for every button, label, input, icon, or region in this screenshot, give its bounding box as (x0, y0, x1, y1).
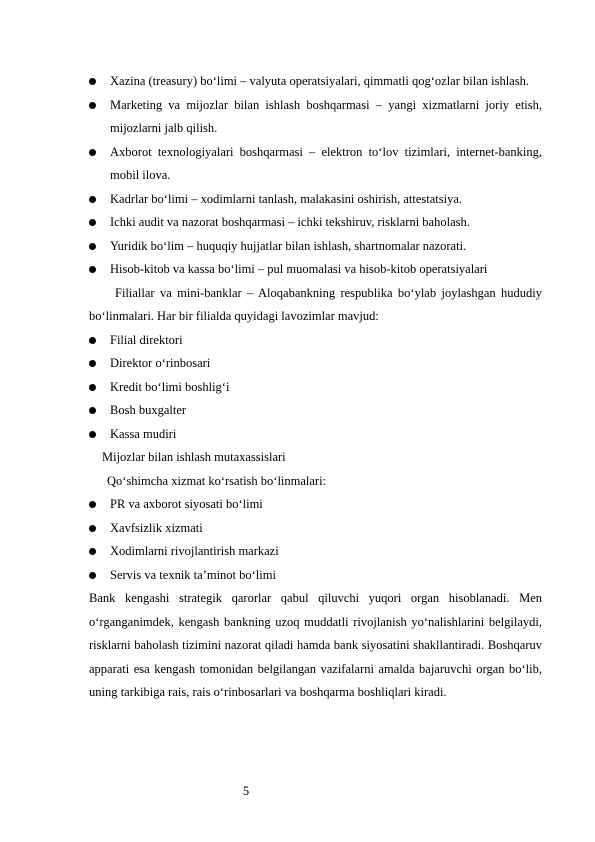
list-item-text: Xavfsizlik xizmati (110, 520, 203, 535)
bullet-icon (89, 196, 96, 203)
bullet-icon (89, 548, 96, 555)
section-heading: Qo‘shimcha xizmat ko‘rsatish bo‘linmalari: (107, 473, 327, 488)
bullet-icon (89, 525, 96, 532)
list-item-text: Servis va texnik ta’minot bo‘limi (110, 567, 276, 582)
bullet-icon (89, 337, 96, 344)
bullet-icon (89, 149, 96, 156)
list-item-text: Hisob-kitob va kassa bo‘limi – pul muomalasi va hisob-kitob operatsiyalari (110, 262, 488, 276)
list-item (89, 188, 542, 212)
list-item (89, 329, 542, 353)
bullet-icon (89, 102, 96, 109)
bullet-icon (89, 360, 96, 367)
bullet-icon (89, 572, 96, 579)
list-item-text: Yuridik bo‘lim – huquqiy hujjatlar bilan ishlash, shartnomalar nazorati. (110, 238, 467, 253)
list-item-text: PR va axborot siyosati bo‘limi (110, 497, 263, 511)
list-item-text: Kassa mudiri (110, 426, 177, 441)
list-item (89, 141, 542, 188)
list-item (89, 258, 542, 282)
list-item-text: Marketing va mijozlar bilan ishlash boshqarmasi – yangi xizmatlarni joriy etish, mijozlarni jalb qilish. (110, 97, 542, 135)
branches-paragraph: Filiallar va mini-banklar – Aloqabankning respublika bo‘ylab joylashgan hududiy bo‘linmalari. Har bir filialda quyidagi lavozimlar mavjud: (89, 285, 542, 323)
list-item (89, 399, 542, 423)
bullet-icon (89, 266, 96, 273)
bullet-icon (89, 431, 96, 438)
bullet-icon (89, 78, 96, 85)
list-item-text: Kadrlar bo‘limi – xodimlarni tanlash, malakasini oshirish, attestatsiya. (110, 191, 463, 206)
list-item (89, 94, 542, 141)
list-item (89, 70, 542, 94)
list-item (89, 423, 542, 447)
list-item (89, 235, 542, 259)
bullet-icon (89, 219, 96, 226)
list-item-text: Xazina (treasury) bo‘limi – valyuta operatsiyalari, qimmatli qog‘ozlar bilan ishlash. (110, 74, 529, 88)
list-item (89, 493, 542, 517)
list-item (89, 564, 542, 588)
bullet-icon (89, 501, 96, 508)
list-item-text: Xodimlarni rivojlantirish markazi (110, 544, 279, 558)
list-item (89, 376, 542, 400)
list-item-text: Direktor o‘rinbosari (110, 356, 211, 370)
bullet-icon (89, 243, 96, 250)
list-item-text: Bosh buxgalter (110, 403, 187, 417)
final-paragraph: Bank kengashi strategik qarorlar qabul qiluvchi yuqori organ hisoblanadi. Men o‘rganganimdek, kengash bankning uzoq muddatli rivojlanish yo‘nalishlarini belgilaydi, risklarni baholash tizimini nazorat qiladi hamda bank siyosatini shakllantiradi. Boshqaruv apparati esa kengash tomonidan belgilangan vazifalarni amalda bajaruvchi organ bo‘lib, uning tarkibiga rais, rais o‘rinbosarlari va boshqarma boshliqlari kiradi. (89, 591, 542, 699)
list-item-text: Axborot texnologiyalari boshqarmasi – elektron to‘lov tizimlari, internet-banking, mobil ilova. (110, 144, 542, 182)
list-item (89, 540, 542, 564)
bullet-icon (89, 407, 96, 414)
list-item (89, 352, 542, 376)
list-item-text: Kredit bo‘limi boshlig‘i (110, 379, 230, 394)
list-item (89, 211, 542, 235)
page-content (89, 70, 542, 705)
list-extra-line: Mijozlar bilan ishlash mutaxassislari (102, 450, 286, 464)
bullet-icon (89, 384, 96, 391)
list-item-text: Ichki audit va nazorat boshqarmasi – ichki tekshiruv, risklarni baholash. (110, 215, 470, 229)
page-number: 5 (242, 784, 250, 798)
list-item-text: Filial direktori (110, 332, 183, 347)
list-item (89, 517, 542, 541)
